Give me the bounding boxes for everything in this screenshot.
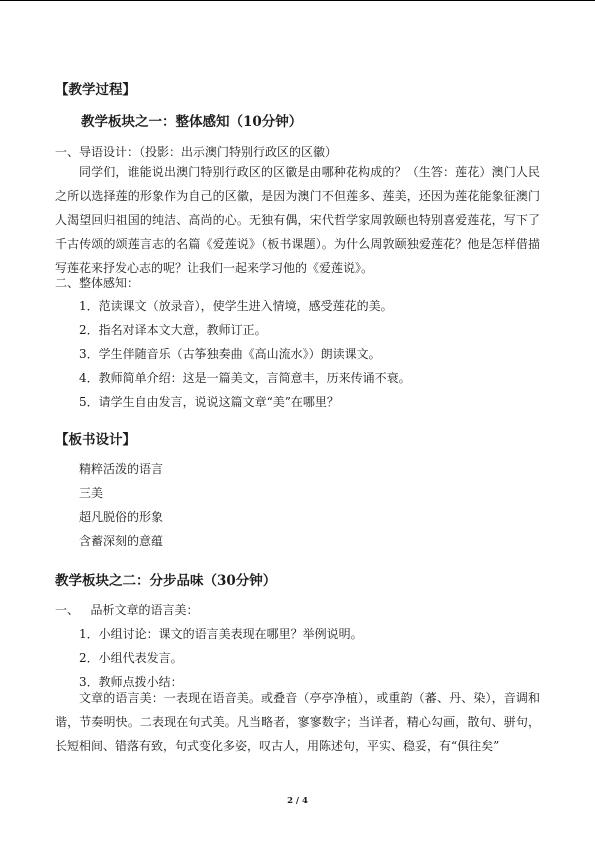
board-line: 精粹活泼的语言	[79, 462, 164, 476]
list-item: 2．小组代表发言。	[79, 651, 183, 665]
m2-part1-heading: 一、 品析文章的语言美：	[55, 603, 199, 617]
top-rule	[0, 0, 595, 1]
module2-title: 教学板块之二：分步品味（30分钟）	[55, 573, 277, 589]
page-number: 2 / 4	[287, 796, 308, 806]
list-item: 3．学生伴随音乐（古筝独奏曲《高山流水》）朗读课文。	[79, 347, 381, 361]
part1-heading: 一、导语设计：（投影：出示澳门特别行政区的区徽）	[55, 145, 338, 159]
list-item: 1．小组讨论：课文的语言美表现在哪里？举例说明。	[79, 627, 363, 641]
board-line: 超凡脱俗的形象	[79, 510, 164, 524]
intro-paragraph: 同学们，谁能说出澳门特别行政区的区徽是由哪种花构成的？（生答：莲花）澳门人民之所以选择莲的形象作为自己的区徽，是因为澳门不但莲多、莲美，还因为莲花能象征澳门人渴望回归祖国的纯洁、高尚的心。无独有偶，宋代哲学家周敦颐也特别喜爱莲花，写下了千古传颂的颂莲言志的名篇《爱莲说》（板书课题）。为什么周敦颐独爱莲花？他是怎样借描写莲花来抒发心志的呢？让我们一起来学习他的《爱莲说》。	[55, 165, 540, 275]
section-heading-process: 【教学过程】	[55, 82, 136, 98]
list-item: 4．教师简单介绍：这是一篇美文，言简意丰，历来传诵不衰。	[79, 371, 411, 385]
board-line: 三美	[79, 486, 104, 500]
list-item: 5．请学生自由发言，说说这篇文章“美”在哪里？	[79, 395, 339, 409]
list-item: 3．教师点拨小结：	[79, 675, 183, 689]
list-item: 1．范读课文（放录音），使学生进入情境，感受莲花的美。	[79, 299, 393, 313]
summary-paragraph: 文章的语言美：一表现在语音美。或叠音（亭亭净植），或重韵（蕃、丹、染），音调和谐，节奏明快。二表现在句式美。凡当略者，寥寥数字；当详者，精心勾画，散句、骈句，长短相间、错落有致，句式变化多姿，叹古人，用陈述句，平实、稳妥，有“俱往矣”	[55, 691, 540, 753]
part2-heading: 二、整体感知：	[55, 276, 140, 290]
list-item: 2．指名对译本文大意，教师订正。	[79, 323, 267, 337]
section-heading-board: 【板书设计】	[55, 432, 136, 448]
board-line: 含蓄深刻的意蕴	[79, 534, 164, 548]
module1-title: 教学板块之一：整体感知（10分钟）	[81, 114, 303, 130]
